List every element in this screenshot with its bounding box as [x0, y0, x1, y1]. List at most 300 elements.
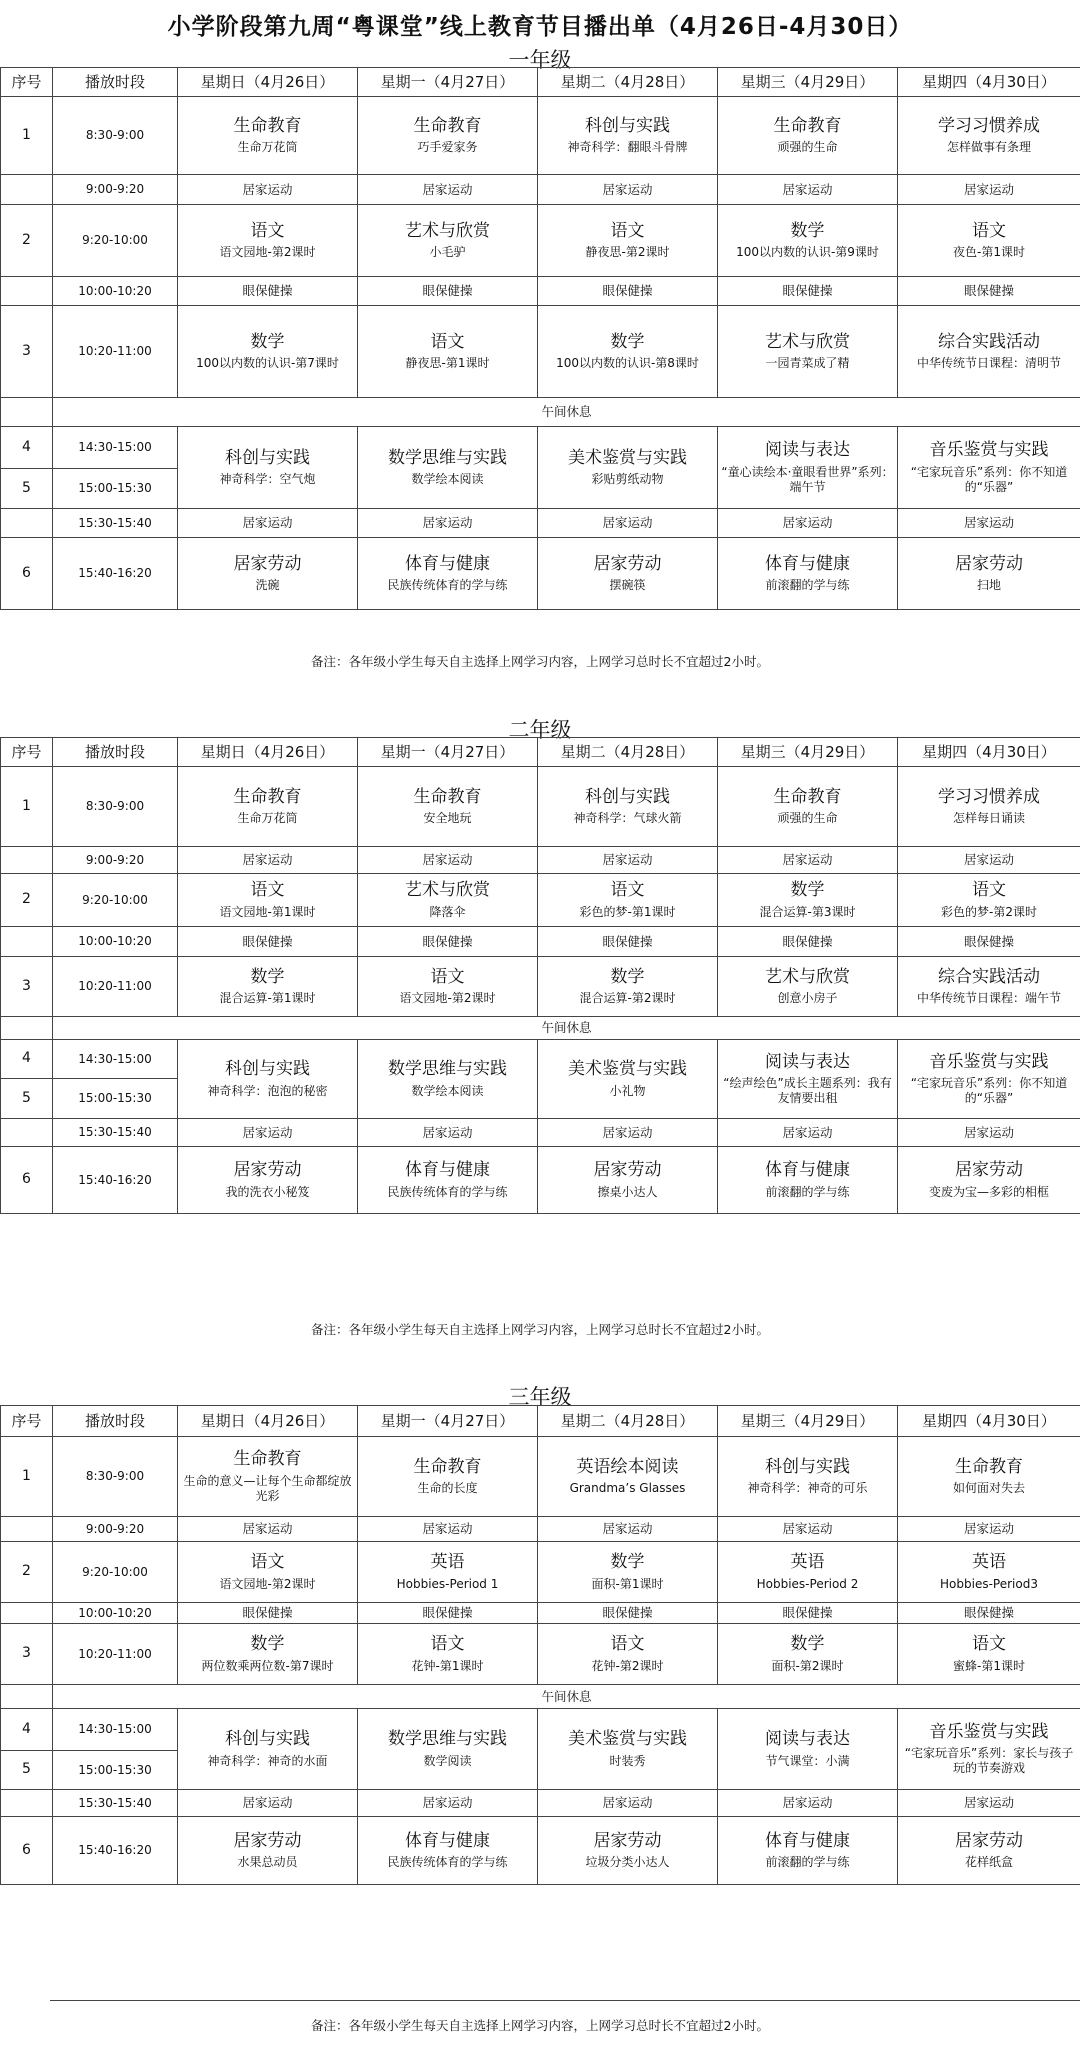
- column-header: 星期日（4月26日）: [178, 68, 358, 97]
- time-slot: 9:00-9:20: [53, 1517, 178, 1542]
- lesson-cell: [898, 1624, 1080, 1685]
- lesson-topic: “绘声绘色”成长主题系列：我有友情要出租: [723, 1076, 892, 1106]
- lesson-subject: 语文: [250, 1552, 285, 1573]
- lesson-topic: 混合运算-第3课时: [759, 904, 856, 919]
- lesson-cell: [358, 767, 538, 847]
- row-number-empty: [1, 1119, 53, 1147]
- row-number: 4: [1, 1040, 53, 1079]
- time-slot: 15:30-15:40: [53, 1790, 178, 1817]
- grade-title: 三年级: [508, 1385, 572, 1409]
- lesson-subject: 艺术与欣赏: [765, 966, 850, 987]
- lesson-topic: 神奇科学：神奇的水面: [207, 1753, 328, 1768]
- column-header: 星期四（4月30日）: [898, 738, 1080, 767]
- time-slot: 10:20-11:00: [53, 306, 178, 398]
- row-number: 1: [1, 1437, 53, 1517]
- lesson-topic: 静夜思-第2课时: [585, 245, 670, 260]
- lesson-row: [1, 957, 1080, 1017]
- lesson-cell: [358, 1147, 538, 1214]
- lesson-topic: 水果总动员: [237, 1855, 298, 1870]
- column-header: 序号: [1, 738, 53, 767]
- lesson-topic: 神奇科学：翻眼斗骨牌: [567, 140, 688, 155]
- lesson-cell: [898, 874, 1080, 927]
- lesson-cell: [538, 957, 718, 1017]
- activity-cell: 居家运动: [178, 175, 358, 205]
- header-row: [1, 1406, 1080, 1437]
- activity-cell: 居家运动: [718, 1517, 898, 1542]
- lesson-subject: 语文: [972, 1634, 1006, 1655]
- lesson-subject: 生命教育: [413, 1456, 482, 1477]
- lesson-topic: 语文园地-第2课时: [399, 991, 496, 1006]
- lesson-cell: [718, 1817, 898, 1885]
- lesson-topic: 语文园地-第1课时: [219, 904, 316, 919]
- lesson-subject: 生命教育: [413, 786, 482, 807]
- lesson-topic: 生命万花筒: [237, 811, 298, 826]
- lesson-cell: [538, 427, 718, 509]
- lesson-topic: 神奇科学：气球火箭: [573, 811, 682, 826]
- time-slot: 15:00-15:30: [53, 1751, 178, 1790]
- lesson-subject: 美术鉴赏与实践: [568, 1059, 687, 1080]
- activity-cell: 居家运动: [898, 1119, 1080, 1147]
- lesson-subject: 语文: [610, 1634, 645, 1655]
- lesson-subject: 数学思维与实践: [388, 1729, 507, 1750]
- activity-cell: 居家运动: [538, 175, 718, 205]
- lesson-cell: [718, 97, 898, 175]
- row-number: 5: [1, 1751, 53, 1790]
- lesson-cell: [718, 957, 898, 1017]
- lesson-row: [1, 1147, 1080, 1214]
- lesson-cell: [898, 427, 1080, 509]
- activity-cell: 居家运动: [358, 175, 538, 205]
- time-slot: 15:30-15:40: [53, 1119, 178, 1147]
- time-slot: 15:00-15:30: [53, 469, 178, 509]
- lesson-cell: [358, 306, 538, 398]
- lesson-cell: [718, 874, 898, 927]
- column-header: 星期一（4月27日）: [358, 68, 538, 97]
- row-number-empty: [1, 398, 53, 427]
- schedule-table: [0, 1405, 1080, 1885]
- activity-cell: 居家运动: [718, 847, 898, 874]
- time-slot: 14:30-15:00: [53, 427, 178, 469]
- row-number: 3: [1, 1624, 53, 1685]
- lesson-subject: 英语: [972, 1552, 1006, 1573]
- lesson-cell: [178, 1624, 358, 1685]
- lesson-cell: [358, 97, 538, 175]
- lesson-cell: [358, 1624, 538, 1685]
- lesson-cell: [178, 767, 358, 847]
- lesson-subject: 阅读与表达: [765, 1051, 850, 1072]
- lesson-subject: 学习习惯养成: [938, 786, 1040, 807]
- row-number-empty: [1, 1685, 53, 1709]
- time-slot: 10:00-10:20: [53, 1603, 178, 1624]
- column-header: 星期三（4月29日）: [718, 738, 898, 767]
- lesson-topic: 100以内数的认识-第7课时: [196, 356, 339, 371]
- header-row: [1, 738, 1080, 767]
- lesson-subject: 居家劳动: [233, 1160, 302, 1181]
- lesson-topic: 生命的长度: [417, 1481, 478, 1496]
- lesson-cell: [178, 957, 358, 1017]
- lesson-subject: 生命教育: [773, 786, 842, 807]
- lesson-topic: 小毛驴: [429, 245, 466, 260]
- activity-cell: 居家运动: [898, 1517, 1080, 1542]
- activity-row: [1, 175, 1080, 205]
- activity-cell: 居家运动: [718, 1790, 898, 1817]
- lesson-topic: 创意小房子: [777, 991, 838, 1006]
- activity-cell: 居家运动: [898, 509, 1080, 538]
- time-slot: 8:30-9:00: [53, 767, 178, 847]
- column-header: 星期日（4月26日）: [178, 738, 358, 767]
- lesson-cell: [898, 957, 1080, 1017]
- lesson-cell: [538, 1709, 718, 1790]
- lesson-cell: [538, 306, 718, 398]
- lesson-topic: 顽强的生命: [777, 811, 838, 826]
- time-slot: 15:00-15:30: [53, 1079, 178, 1119]
- lesson-row: [1, 1817, 1080, 1885]
- lesson-subject: 数学思维与实践: [388, 1059, 507, 1080]
- row-number: 6: [1, 1817, 53, 1885]
- lesson-subject: 数学: [610, 1552, 645, 1573]
- row-number-empty: [1, 1603, 53, 1624]
- lesson-cell: [178, 97, 358, 175]
- row-number-empty: [1, 927, 53, 957]
- lesson-row: [1, 1542, 1080, 1603]
- activity-cell: 眼保健操: [898, 927, 1080, 957]
- time-slot: 15:30-15:40: [53, 509, 178, 538]
- activity-cell: 居家运动: [898, 175, 1080, 205]
- lesson-subject: 科创与实践: [225, 1729, 310, 1750]
- lesson-topic: 顽强的生命: [777, 140, 838, 155]
- activity-cell: 居家运动: [178, 1517, 358, 1542]
- activity-cell: 居家运动: [718, 175, 898, 205]
- footnote: 备注：各年级小学生每天自主选择上网学习内容，上网学习总时长不宜超过2小时。: [311, 1322, 769, 1337]
- lesson-subject: 综合实践活动: [938, 331, 1040, 352]
- activity-cell: 居家运动: [178, 847, 358, 874]
- lunch-row: [1, 1685, 1080, 1709]
- time-slot: 9:00-9:20: [53, 847, 178, 874]
- lesson-subject: 语文: [430, 966, 465, 987]
- lesson-subject: 综合实践活动: [938, 966, 1040, 987]
- row-number: 2: [1, 205, 53, 277]
- lesson-topic: 民族传统体育的学与练: [387, 1855, 508, 1870]
- lesson-row: [1, 538, 1080, 610]
- lesson-cell: [178, 1542, 358, 1603]
- time-slot: 10:00-10:20: [53, 277, 178, 306]
- lesson-topic: 中华传统节日课程：端午节: [916, 991, 1061, 1006]
- activity-cell: 眼保健操: [178, 927, 358, 957]
- lesson-cell: [178, 1817, 358, 1885]
- time-slot: 15:40-16:20: [53, 1147, 178, 1214]
- lesson-subject: 语文: [250, 220, 285, 241]
- lesson-cell: [718, 538, 898, 610]
- time-slot: 9:20-10:00: [53, 205, 178, 277]
- activity-cell: 眼保健操: [358, 277, 538, 306]
- lunch-break: 午间休息: [53, 1685, 1080, 1709]
- lesson-topic: 怎样做事有条理: [946, 140, 1031, 155]
- lesson-cell: [898, 1542, 1080, 1603]
- lesson-cell: [538, 97, 718, 175]
- activity-cell: 居家运动: [538, 847, 718, 874]
- lesson-row: [1, 205, 1080, 277]
- lesson-cell: [178, 427, 358, 509]
- lesson-cell: [718, 1040, 898, 1119]
- lesson-cell: [358, 874, 538, 927]
- row-number: 6: [1, 538, 53, 610]
- lesson-topic: 节气课堂：小满: [765, 1753, 850, 1768]
- lesson-subject: 学习习惯养成: [938, 115, 1040, 136]
- time-slot: 9:00-9:20: [53, 175, 178, 205]
- lesson-cell: [898, 97, 1080, 175]
- row-number-empty: [1, 1517, 53, 1542]
- lesson-subject: 语文: [430, 1634, 465, 1655]
- lesson-topic: Hobbies-Period 2: [756, 1576, 859, 1591]
- row-number: 4: [1, 1709, 53, 1751]
- lesson-topic: 我的洗衣小秘笈: [225, 1184, 310, 1199]
- lesson-subject: 语文: [610, 220, 645, 241]
- lesson-cell: [898, 1709, 1080, 1790]
- lesson-cell: [358, 205, 538, 277]
- lesson-topic: 生命的意义—让每个生命都绽放光彩: [183, 1473, 352, 1503]
- lesson-row: [1, 1624, 1080, 1685]
- activity-cell: 眼保健操: [538, 927, 718, 957]
- row-number-empty: [1, 1790, 53, 1817]
- lesson-subject: 科创与实践: [225, 447, 310, 468]
- row-number-empty: [1, 509, 53, 538]
- lesson-cell: [538, 1040, 718, 1119]
- lesson-subject: 居家劳动: [233, 553, 302, 574]
- lesson-topic: “宅家玩音乐”系列：你不知道的“乐器”: [910, 1076, 1068, 1106]
- lesson-topic: 安全地玩: [423, 811, 472, 826]
- row-number: 5: [1, 469, 53, 509]
- lesson-topic: 语文园地-第2课时: [219, 245, 316, 260]
- lesson-topic: 降落伞: [429, 904, 466, 919]
- lesson-row: [1, 1040, 1080, 1079]
- lesson-subject: 语文: [430, 331, 465, 352]
- row-number: 1: [1, 97, 53, 175]
- lesson-topic: 前滚翻的学与练: [765, 578, 850, 593]
- row-number: 1: [1, 767, 53, 847]
- lesson-subject: 数学: [610, 331, 645, 352]
- lesson-topic: 混合运算-第2课时: [579, 991, 676, 1006]
- column-header: 星期三（4月29日）: [718, 68, 898, 97]
- lesson-subject: 艺术与欣赏: [405, 220, 490, 241]
- lesson-subject: 音乐鉴赏与实践: [929, 440, 1049, 461]
- column-header: 播放时段: [53, 738, 178, 767]
- lesson-topic: 面积-第2课时: [771, 1658, 844, 1673]
- activity-cell: 居家运动: [178, 1790, 358, 1817]
- column-header: 播放时段: [53, 1406, 178, 1437]
- lesson-cell: [718, 1624, 898, 1685]
- time-slot: 10:20-11:00: [53, 1624, 178, 1685]
- lesson-cell: [538, 1437, 718, 1517]
- lesson-subject: 数学: [790, 1634, 825, 1655]
- lesson-subject: 体育与健康: [405, 553, 490, 574]
- lunch-break: 午间休息: [53, 398, 1080, 427]
- lesson-subject: 居家劳动: [593, 553, 662, 574]
- row-number-empty: [1, 847, 53, 874]
- lesson-subject: 生命教育: [955, 1456, 1023, 1477]
- lesson-topic: 神奇科学：泡泡的秘密: [207, 1083, 328, 1098]
- lesson-cell: [358, 538, 538, 610]
- lesson-subject: 生命教育: [773, 115, 842, 136]
- lesson-cell: [898, 306, 1080, 398]
- activity-cell: 眼保健操: [358, 1603, 538, 1624]
- lesson-cell: [538, 1147, 718, 1214]
- lesson-subject: 体育与健康: [405, 1830, 490, 1851]
- lesson-cell: [718, 205, 898, 277]
- footnote: 备注：各年级小学生每天自主选择上网学习内容，上网学习总时长不宜超过2小时。: [311, 654, 769, 669]
- lunch-row: [1, 1017, 1080, 1040]
- lesson-subject: 居家劳动: [593, 1830, 662, 1851]
- lesson-topic: 中华传统节日课程：清明节: [916, 356, 1061, 371]
- lesson-topic: 数学绘本阅读: [411, 472, 484, 487]
- lesson-topic: 彩贴剪纸动物: [591, 472, 664, 487]
- lesson-topic: 数学阅读: [423, 1753, 472, 1768]
- lesson-topic: 前滚翻的学与练: [765, 1855, 850, 1870]
- column-header: 星期日（4月26日）: [178, 1406, 358, 1437]
- activity-cell: 居家运动: [718, 1119, 898, 1147]
- lesson-cell: [358, 1437, 538, 1517]
- lesson-topic: Hobbies-Period3: [940, 1576, 1038, 1591]
- lesson-cell: [358, 427, 538, 509]
- lesson-cell: [358, 1542, 538, 1603]
- lesson-topic: “宅家玩音乐”系列：你不知道的“乐器”: [910, 464, 1068, 494]
- lesson-cell: [718, 1437, 898, 1517]
- schedule-table: [0, 67, 1080, 610]
- lesson-subject: 阅读与表达: [765, 440, 850, 461]
- grade-title: 二年级: [508, 718, 572, 742]
- lesson-topic: 神奇科学：空气炮: [219, 472, 316, 487]
- activity-row: [1, 1119, 1080, 1147]
- lesson-cell: [358, 957, 538, 1017]
- time-slot: 15:40-16:20: [53, 1817, 178, 1885]
- lesson-topic: 数学绘本阅读: [411, 1083, 484, 1098]
- column-header: 星期一（4月27日）: [358, 1406, 538, 1437]
- lesson-subject: 数学: [250, 966, 285, 987]
- lesson-topic: 民族传统体育的学与练: [387, 1184, 508, 1199]
- lesson-subject: 居家劳动: [955, 553, 1023, 574]
- row-number: 2: [1, 1542, 53, 1603]
- row-number: 4: [1, 427, 53, 469]
- column-header: 星期二（4月28日）: [538, 738, 718, 767]
- lesson-topic: 民族传统体育的学与练: [387, 578, 508, 593]
- activity-cell: 眼保健操: [178, 1603, 358, 1624]
- lesson-cell: [538, 205, 718, 277]
- lesson-subject: 美术鉴赏与实践: [568, 447, 687, 468]
- lesson-cell: [178, 874, 358, 927]
- page-title: 小学阶段第九周“粤课堂”线上教育节目播出单（4月26日-4月30日）: [167, 14, 913, 40]
- lesson-cell: [718, 1147, 898, 1214]
- lesson-row: [1, 427, 1080, 469]
- lesson-cell: [898, 1437, 1080, 1517]
- lesson-cell: [178, 1147, 358, 1214]
- lesson-row: [1, 97, 1080, 175]
- lesson-subject: 数学: [790, 880, 825, 901]
- lesson-topic: 如何面对失去: [952, 1481, 1025, 1496]
- activity-row: [1, 847, 1080, 874]
- lesson-topic: 怎样每日诵读: [952, 811, 1025, 826]
- lesson-topic: 面积-第1课时: [591, 1576, 664, 1591]
- lesson-subject: 体育与健康: [765, 553, 850, 574]
- lesson-subject: 数学: [250, 1634, 285, 1655]
- lesson-cell: [538, 874, 718, 927]
- lesson-subject: 体育与健康: [765, 1830, 850, 1851]
- lesson-subject: 居家劳动: [233, 1830, 302, 1851]
- lunch-break: 午间休息: [53, 1017, 1080, 1040]
- lesson-subject: 数学: [610, 966, 645, 987]
- lesson-topic: Hobbies-Period 1: [396, 1576, 499, 1591]
- column-header: 星期四（4月30日）: [898, 68, 1080, 97]
- lesson-cell: [898, 1817, 1080, 1885]
- activity-cell: 居家运动: [358, 1790, 538, 1817]
- time-slot: 15:40-16:20: [53, 538, 178, 610]
- activity-cell: 居家运动: [358, 1517, 538, 1542]
- lesson-cell: [178, 306, 358, 398]
- lesson-row: [1, 306, 1080, 398]
- lesson-row: [1, 1437, 1080, 1517]
- lesson-row: [1, 767, 1080, 847]
- lesson-topic: 垃圾分类小达人: [585, 1855, 670, 1870]
- activity-cell: 眼保健操: [538, 1603, 718, 1624]
- lesson-row: [1, 1709, 1080, 1751]
- lesson-subject: 艺术与欣赏: [405, 880, 490, 901]
- lesson-subject: 语文: [972, 220, 1006, 241]
- lesson-topic: 夜色-第1课时: [953, 245, 1025, 260]
- lesson-topic: 小礼物: [609, 1083, 646, 1098]
- activity-cell: 居家运动: [898, 1790, 1080, 1817]
- time-slot: 8:30-9:00: [53, 1437, 178, 1517]
- row-number: 3: [1, 306, 53, 398]
- lesson-subject: 体育与健康: [765, 1160, 850, 1181]
- header-row: [1, 68, 1080, 97]
- activity-row: [1, 1790, 1080, 1817]
- row-number: 5: [1, 1079, 53, 1119]
- lesson-topic: “宅家玩音乐”系列：家长与孩子玩的节奏游戏: [904, 1746, 1074, 1776]
- row-number-empty: [1, 1017, 53, 1040]
- activity-cell: 眼保健操: [898, 1603, 1080, 1624]
- lesson-cell: [178, 205, 358, 277]
- lesson-topic: 静夜思-第1课时: [405, 356, 490, 371]
- lesson-topic: 生命万花筒: [237, 140, 298, 155]
- lesson-subject: 居家劳动: [955, 1160, 1023, 1181]
- lesson-subject: 生命教育: [233, 1449, 302, 1470]
- lesson-cell: [718, 1709, 898, 1790]
- lesson-topic: 洗碗: [255, 578, 280, 593]
- column-header: 星期一（4月27日）: [358, 738, 538, 767]
- lesson-subject: 数学: [790, 220, 825, 241]
- schedule-table: [0, 737, 1080, 1214]
- time-slot: 14:30-15:00: [53, 1040, 178, 1079]
- lesson-subject: 美术鉴赏与实践: [568, 1729, 687, 1750]
- lesson-topic: 花钟-第2课时: [591, 1658, 664, 1673]
- lesson-row: [1, 874, 1080, 927]
- time-slot: 9:20-10:00: [53, 1542, 178, 1603]
- lesson-subject: 科创与实践: [585, 786, 670, 807]
- activity-cell: 眼保健操: [718, 927, 898, 957]
- lesson-subject: 体育与健康: [405, 1160, 490, 1181]
- lesson-topic: “童心读绘本·童眼看世界”系列：端午节: [721, 464, 894, 494]
- lesson-cell: [898, 767, 1080, 847]
- activity-cell: 居家运动: [538, 1790, 718, 1817]
- lesson-cell: [718, 306, 898, 398]
- activity-cell: 居家运动: [178, 509, 358, 538]
- lesson-subject: 生命教育: [233, 115, 302, 136]
- lesson-topic: 摆碗筷: [609, 578, 646, 593]
- activity-cell: 眼保健操: [718, 1603, 898, 1624]
- lesson-subject: 阅读与表达: [765, 1729, 850, 1750]
- activity-cell: 眼保健操: [538, 277, 718, 306]
- lesson-subject: 科创与实践: [585, 115, 670, 136]
- activity-row: [1, 277, 1080, 306]
- lesson-subject: 英语: [790, 1552, 825, 1573]
